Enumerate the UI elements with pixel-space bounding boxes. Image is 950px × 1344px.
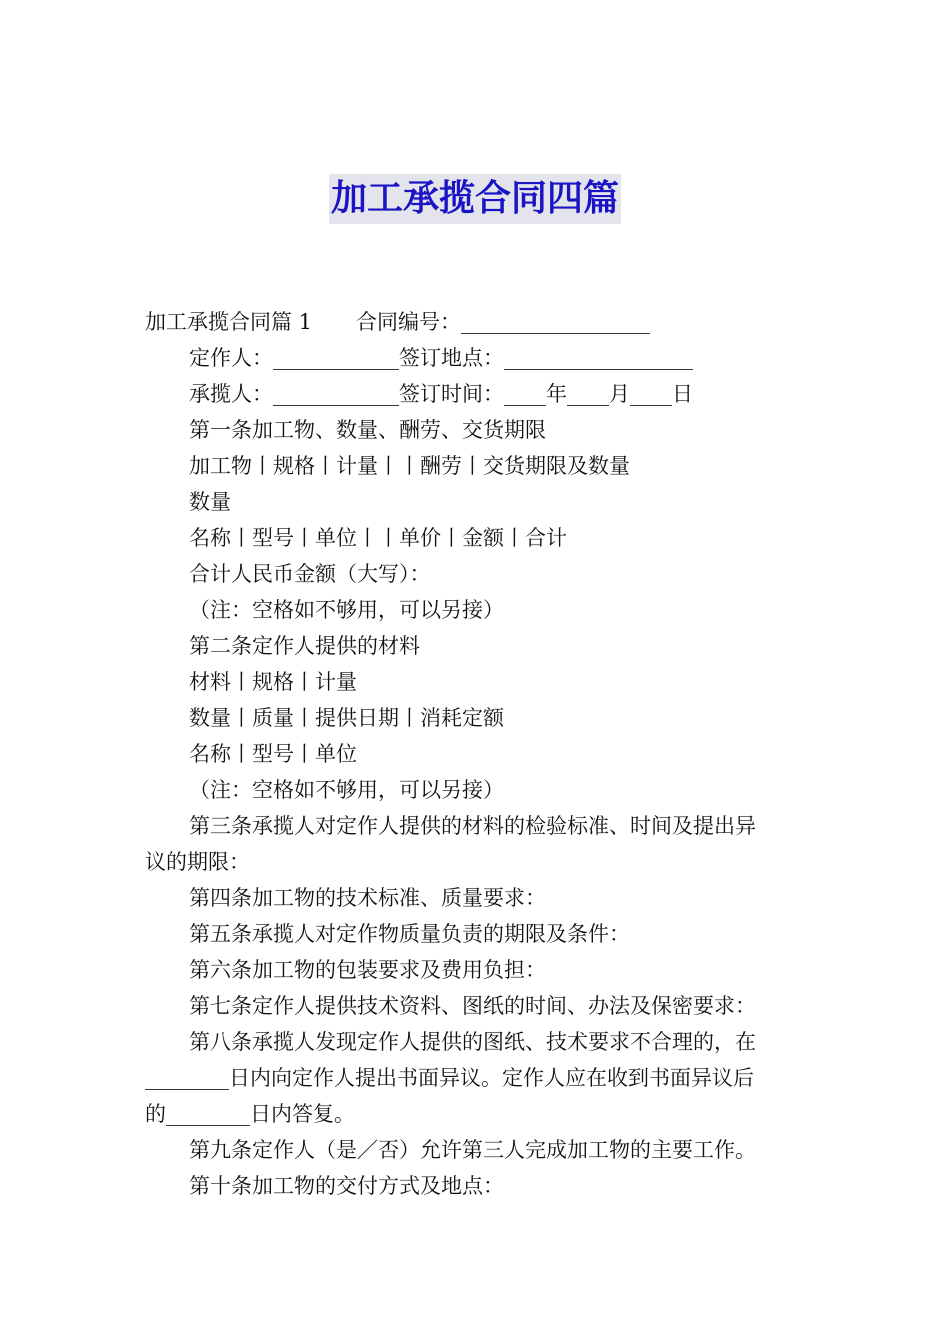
article-8-line-3: 的________日内答复。: [145, 1102, 355, 1126]
table-row-text: 加工物丨规格丨计量丨丨酬劳丨交货期限及数量: [189, 454, 630, 478]
article-10: 第十条加工物的交付方式及地点：: [189, 1174, 504, 1198]
table-row-text: 数量: [189, 490, 231, 514]
article-3-line-1: 第三条承揽人对定作人提供的材料的检验标准、时间及提出异: [189, 814, 756, 838]
party-line: 承揽人：____________签订时间：____年____月____日: [189, 382, 693, 406]
document-title-text: 加工承揽合同四篇: [329, 174, 621, 224]
article-3-line-2: 议的期限：: [145, 850, 250, 874]
contract-number: 合同编号：__________________: [356, 310, 651, 334]
article-8-line-2: ________日内向定作人提出书面异议。定作人应在收到书面异议后: [145, 1066, 754, 1090]
document-body: [145, 304, 805, 1204]
section-label: 加工承揽合同篇 1: [145, 310, 313, 334]
article-9: 第九条定作人（是／否）允许第三人完成加工物的主要工作。: [189, 1138, 756, 1162]
article-5: 第五条承揽人对定作物质量负责的期限及条件：: [189, 922, 630, 946]
table-row-text: 数量丨质量丨提供日期丨消耗定额: [189, 706, 504, 730]
article-heading: 第二条定作人提供的材料: [189, 634, 420, 658]
section-header: [145, 304, 805, 340]
article-8-line-1: 第八条承揽人发现定作人提供的图纸、技术要求不合理的，在: [189, 1030, 756, 1054]
document-title: [0, 174, 950, 224]
table-row-text: 名称丨型号丨单位: [189, 742, 357, 766]
note-line: （注：空格如不够用，可以另接）: [189, 778, 504, 802]
note-line: （注：空格如不够用，可以另接）: [189, 598, 504, 622]
table-row-text: 材料丨规格丨计量: [189, 670, 357, 694]
total-amount-line: 合计人民币金额（大写）：: [189, 562, 431, 586]
table-row-text: 名称丨型号丨单位丨丨单价丨金额丨合计: [189, 526, 567, 550]
article-heading: 第一条加工物、数量、酬劳、交货期限: [189, 418, 546, 442]
party-line: 定作人：____________签订地点：__________________: [189, 346, 693, 370]
article-4: 第四条加工物的技术标准、质量要求：: [189, 886, 546, 910]
article-6: 第六条加工物的包装要求及费用负担：: [189, 958, 546, 982]
article-7: 第七条定作人提供技术资料、图纸的时间、办法及保密要求：: [189, 994, 756, 1018]
